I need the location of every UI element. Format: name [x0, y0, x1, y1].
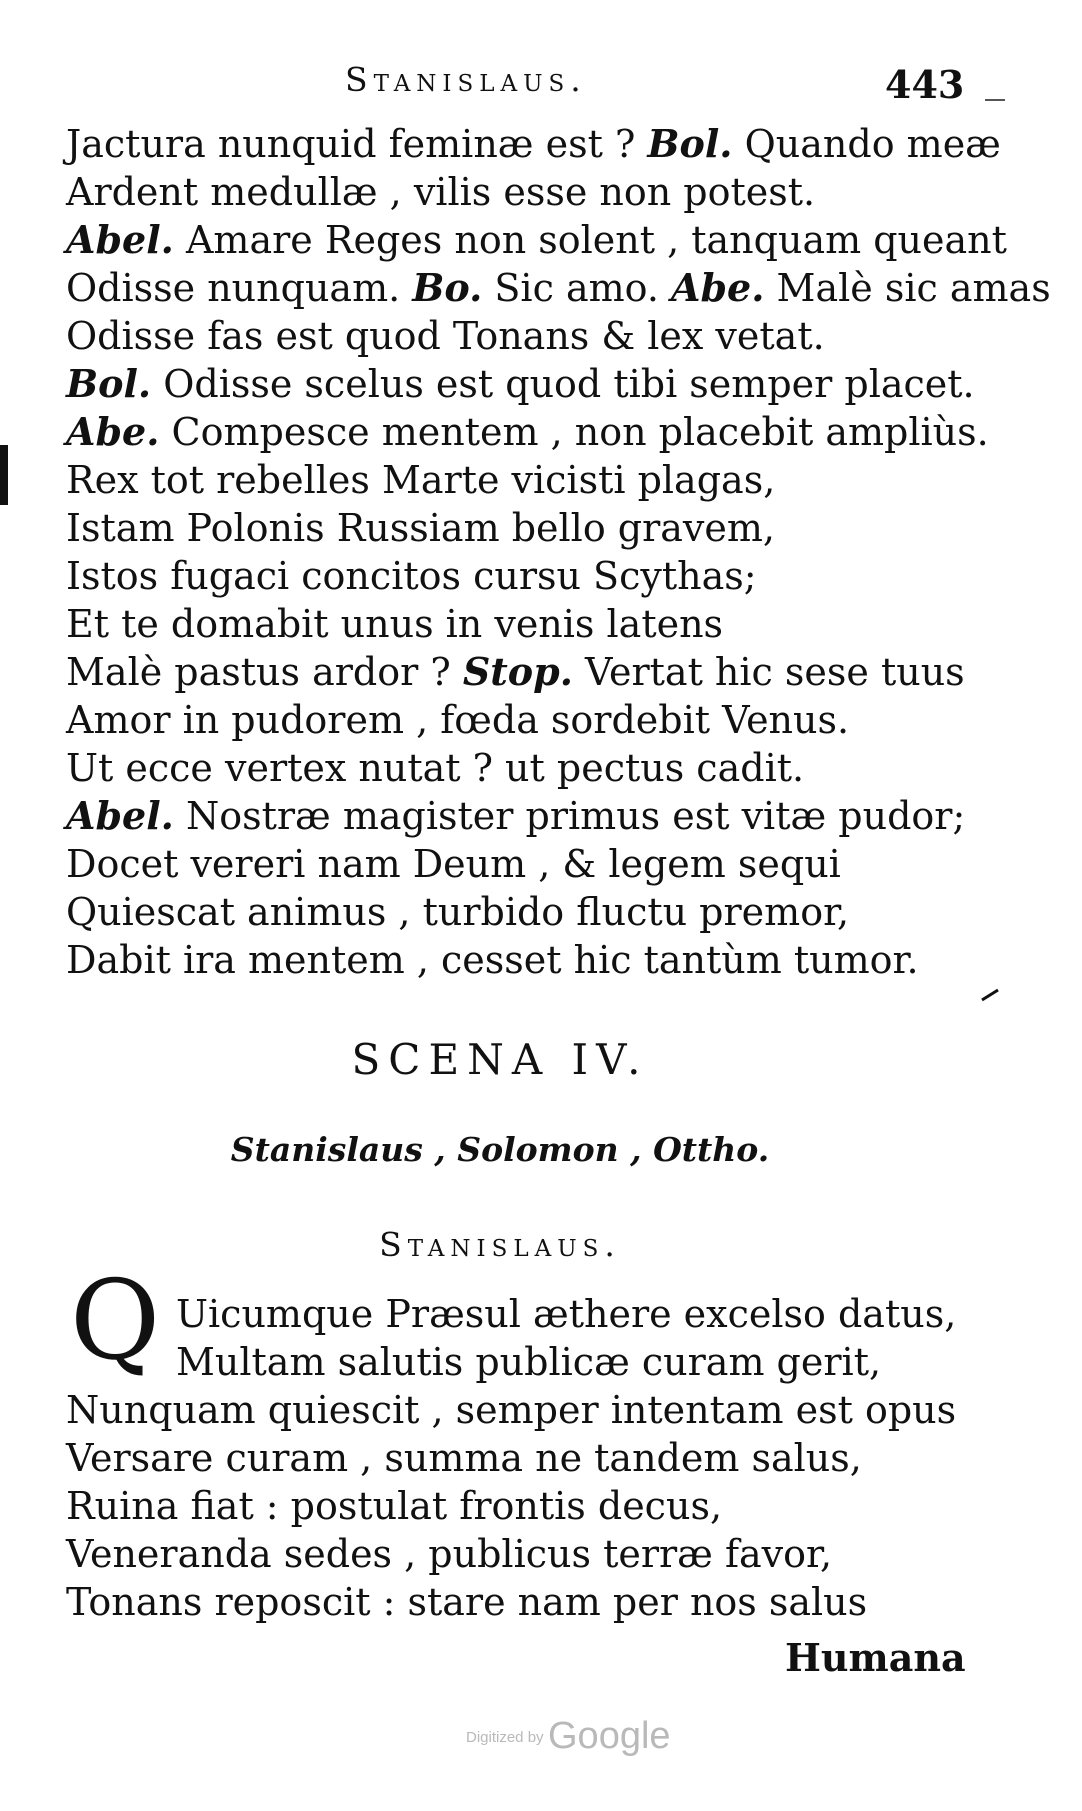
- watermark-prefix: Digitized by: [466, 1729, 544, 1746]
- speaker-abbrev: Abe.: [671, 265, 765, 310]
- catchword: Humana: [785, 1635, 966, 1680]
- speaker-abbrev: Bo.: [412, 265, 483, 310]
- speaker-abbrev: Stop.: [462, 649, 573, 694]
- verse-text: Dabit ira mentem , cesset hic tantùm tumor.: [66, 938, 919, 982]
- verse-text: Jactura nunquid feminæ est ?: [66, 122, 648, 166]
- verse-text: Malè sic amas: [764, 266, 1051, 310]
- speaker-abbrev: Abe.: [66, 409, 160, 454]
- verse-text: Nostræ magister primus est vitæ pudor;: [173, 794, 966, 838]
- verse-line: Veneranda sedes , publicus terræ favor,: [66, 1532, 833, 1576]
- speaker-heading: Stanislaus.: [379, 1225, 621, 1264]
- verse-text: Vertat hic sese tuus: [572, 650, 965, 694]
- verse-text: Amare Reges non solent , tanquam queant: [173, 218, 1007, 262]
- speaker-abbrev: Bol.: [647, 121, 733, 166]
- speaker-abbrev: Bol.: [66, 361, 152, 406]
- verse-line: Uicumque Præsul æthere excelso datus,: [176, 1292, 957, 1336]
- verse-line: Versare curam , summa ne tandem salus,: [66, 1436, 862, 1480]
- verse-text: Ut ecce vertex nutat ? ut pectus cadit.: [66, 746, 805, 790]
- edge-mark: [0, 445, 8, 505]
- verse-line: Nunquam quiescit , semper intentam est opus: [66, 1388, 957, 1432]
- verse-text: Compesce mentem , non placebit ampliùs.: [159, 410, 989, 454]
- verse-text: Odisse scelus est quod tibi semper placet.: [151, 362, 975, 406]
- watermark-brand: Google: [548, 1715, 671, 1757]
- verse-text: Istam Polonis Russiam bello gravem,: [66, 506, 775, 550]
- verse-text: Sic amo.: [482, 266, 671, 310]
- verse-text: Quando meæ: [732, 122, 1001, 166]
- verse-text: Quiescat animus , turbido fluctu premor,: [66, 890, 850, 934]
- verse-text: Ardent medullæ , vilis esse non potest.: [66, 170, 816, 214]
- speaker-abbrev: Abel.: [66, 793, 174, 838]
- drop-cap: Q: [70, 1256, 161, 1384]
- verse-line: Multam salutis publicæ curam gerit,: [176, 1340, 882, 1384]
- verse-text: Istos fugaci concitos cursu Scythas;: [66, 554, 757, 598]
- verse-text: Odisse fas est quod Tonans & lex vetat.: [66, 314, 825, 358]
- verse-text: Odisse nunquam.: [66, 266, 413, 310]
- page-number: 443: [885, 62, 965, 107]
- scene-title: SCENA IV.: [351, 1035, 649, 1084]
- verse-line: Ruina fiat : postulat frontis decus,: [66, 1484, 723, 1528]
- dramatis-personae: Stanislaus , Solomon , Ottho.: [230, 1130, 770, 1169]
- verse-text: Et te domabit unus in venis latens: [66, 602, 724, 646]
- verse-text: Docet vereri nam Deum , & legem sequi: [66, 842, 841, 886]
- verse-text: Amor in pudorem , fœda sordebit Venus.: [66, 698, 850, 742]
- verse-text: Rex tot rebelles Marte vicisti plagas,: [66, 458, 776, 502]
- verse-text: Malè pastus ardor ?: [66, 650, 463, 694]
- speaker-abbrev: Abel.: [66, 217, 174, 262]
- scratch-mark: [982, 990, 998, 1000]
- running-head: Stanislaus.: [345, 60, 587, 99]
- verse-line: Tonans reposcit : stare nam per nos salus: [66, 1580, 868, 1624]
